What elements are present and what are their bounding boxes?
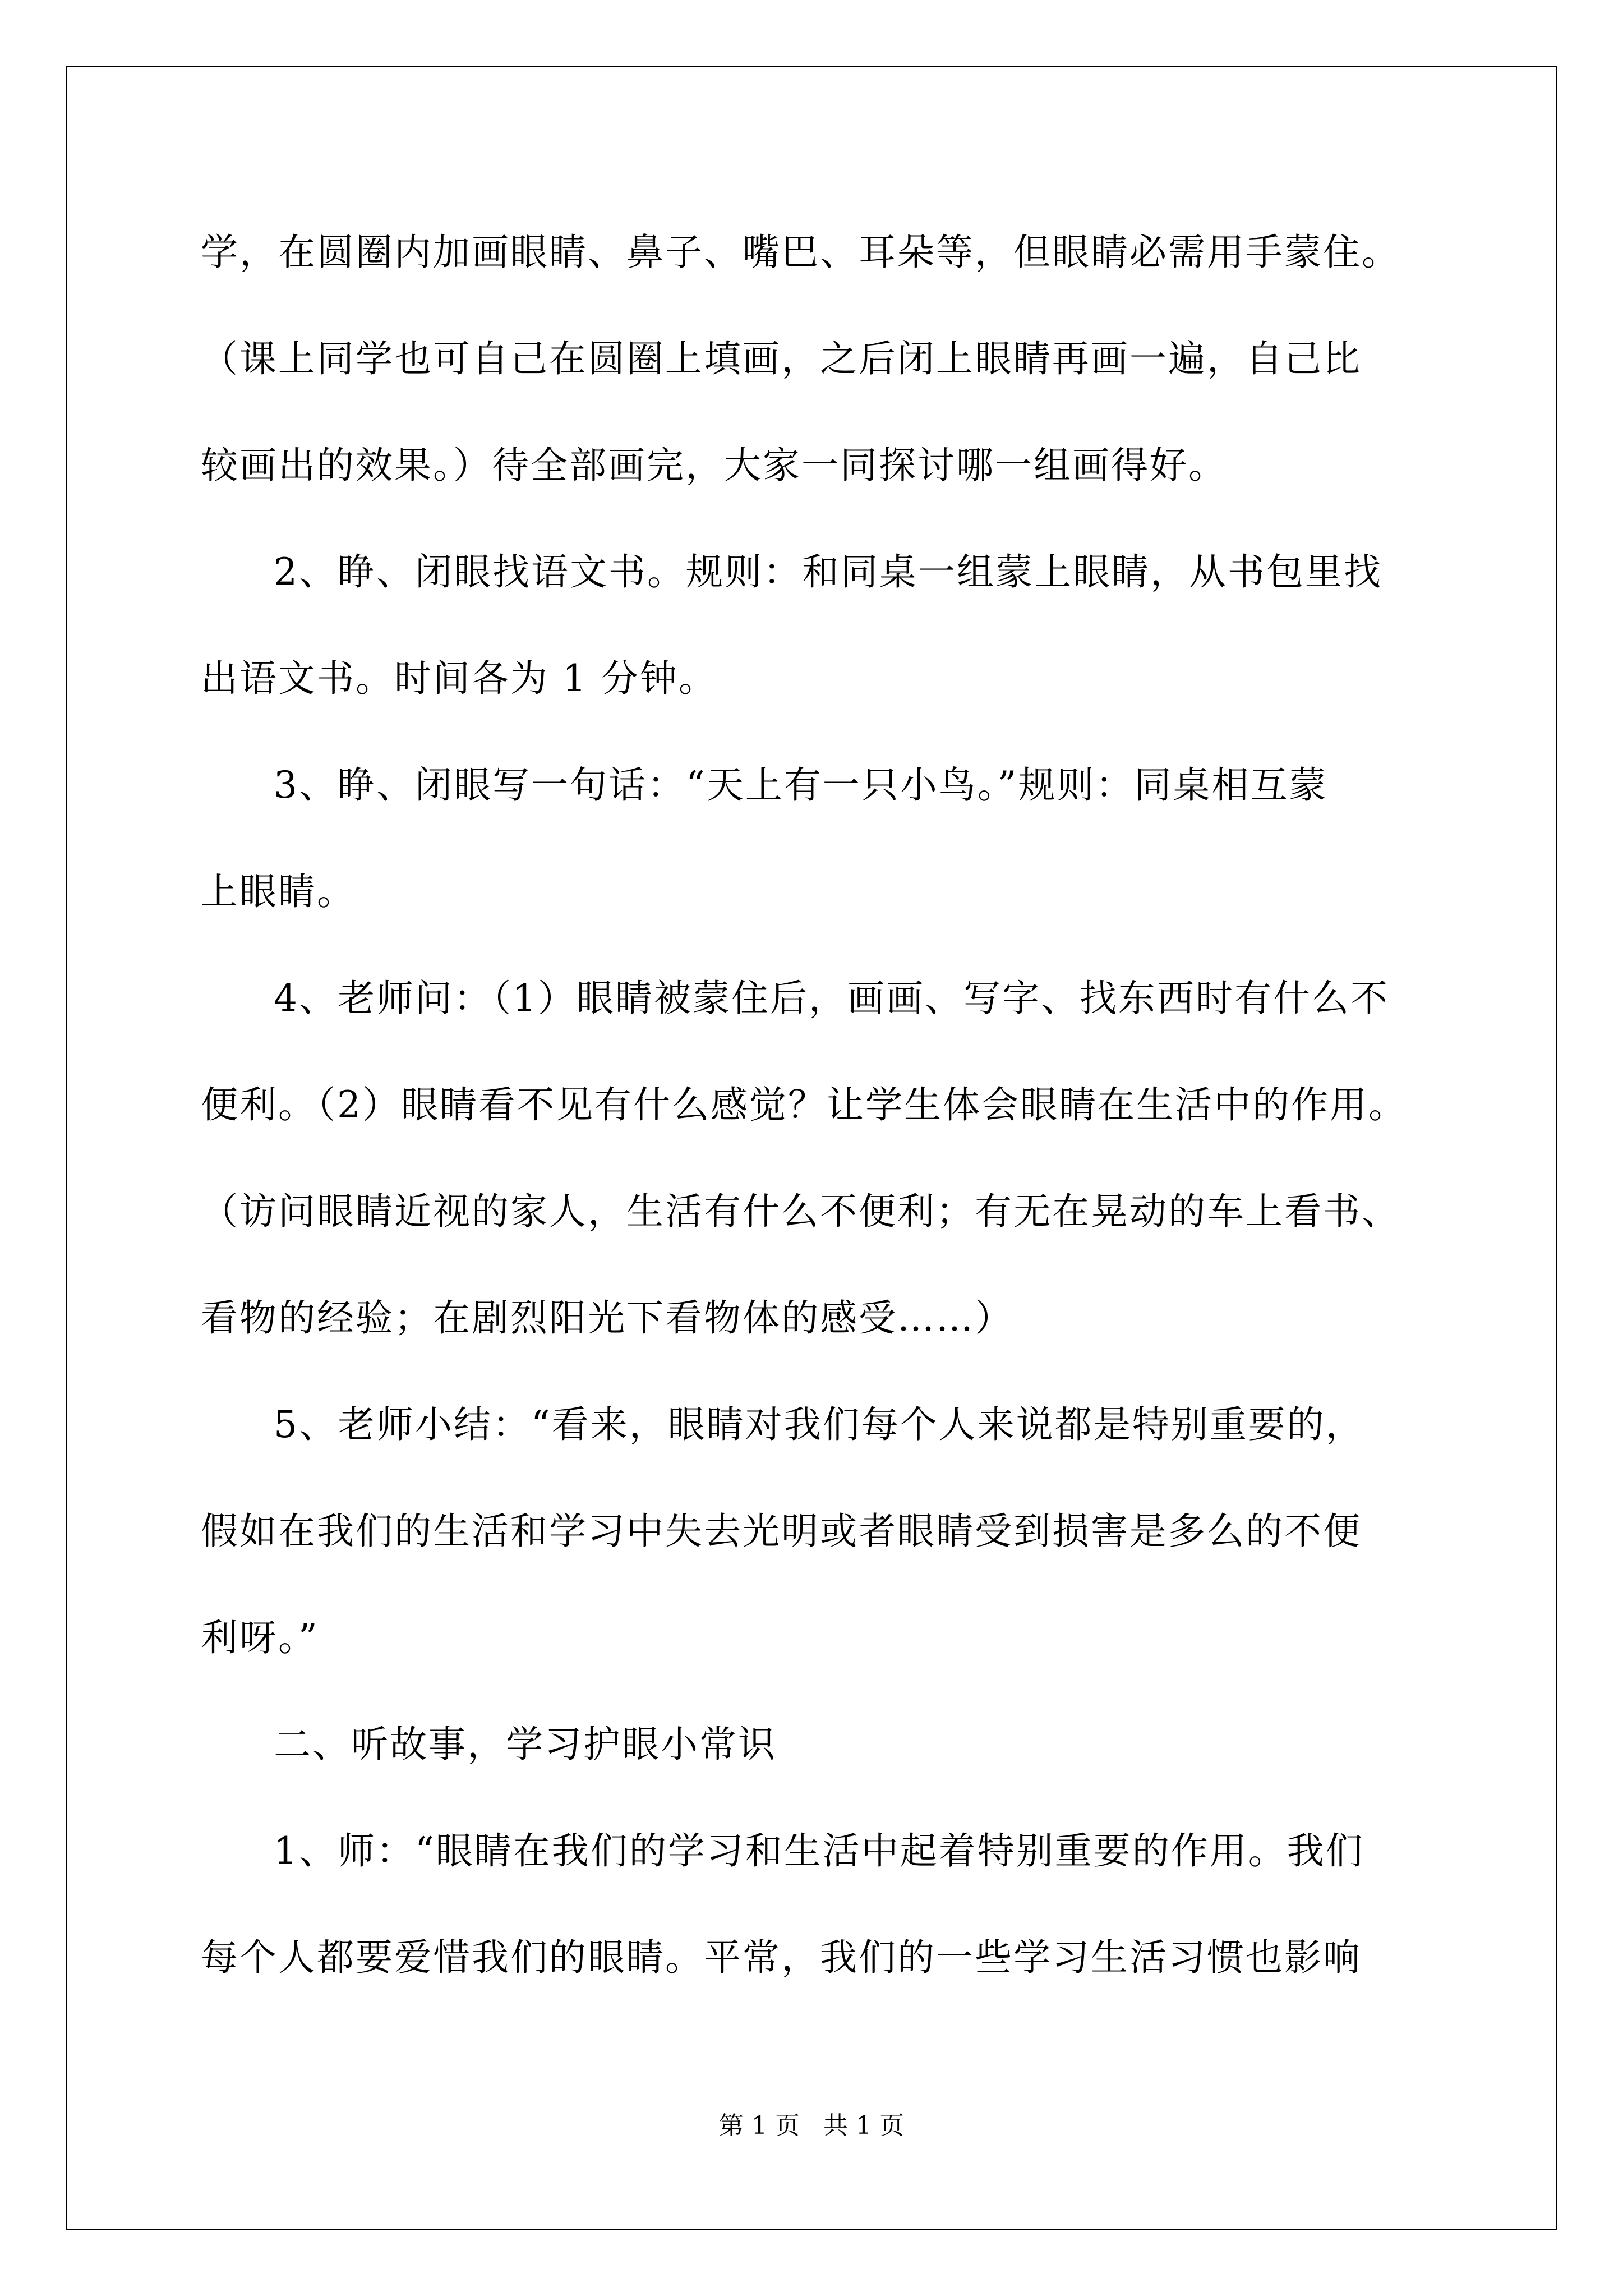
text-line: 便利。（2）眼睛看不见有什么感觉？让学生体会眼睛在生活中的作用。 <box>201 1083 1407 1126</box>
text-line: （访问眼睛近视的家人，生活有什么不便利；有无在晃动的车上看书、 <box>201 1190 1400 1233</box>
text-line: 利呀。” <box>201 1616 319 1659</box>
text-line: 3、睁、闭眼写一句话：“天上有一只小鸟。”规则：同桌相互蒙 <box>274 763 1328 807</box>
text-line: 看物的经验；在剧烈阳光下看物体的感受……） <box>201 1296 1013 1340</box>
text-line: 每个人都要爱惜我们的眼睛。平常，我们的一些学习生活习惯也影响 <box>201 1936 1362 1979</box>
text-line: 4、老师问：（1）眼睛被蒙住后，画画、写字、找东西时有什么不 <box>274 977 1389 1020</box>
text-line: 2、睁、闭眼找语文书。规则：和同桌一组蒙上眼睛，从书包里找 <box>274 550 1382 593</box>
text-line: 学，在圆圈内加画眼睛、鼻子、嘴巴、耳朵等，但眼睛必需用手蒙住。 <box>201 231 1400 274</box>
text-line: 较画出的效果。）待全部画完，大家一同探讨哪一组画得好。 <box>201 444 1227 487</box>
section-heading: 二、听故事，学习护眼小常识 <box>274 1723 777 1766</box>
text-line: （课上同学也可自己在圆圈上填画，之后闭上眼睛再画一遍，自己比 <box>201 337 1362 380</box>
text-line: 假如在我们的生活和学习中失去光明或者眼睛受到损害是多么的不便 <box>201 1510 1362 1553</box>
text-line: 1、师：“眼睛在我们的学习和生活中起着特别重要的作用。我们 <box>274 1829 1364 1872</box>
page-border <box>66 66 1557 2230</box>
text-line: 5、老师小结：“看来，眼睛对我们每个人来说都是特别重要的， <box>274 1403 1364 1446</box>
page-footer: 第 1 页 共 1 页 <box>719 2111 904 2140</box>
text-line: 出语文书。时间各为 1 分钟。 <box>201 657 717 700</box>
text-line: 上眼睛。 <box>201 870 356 913</box>
